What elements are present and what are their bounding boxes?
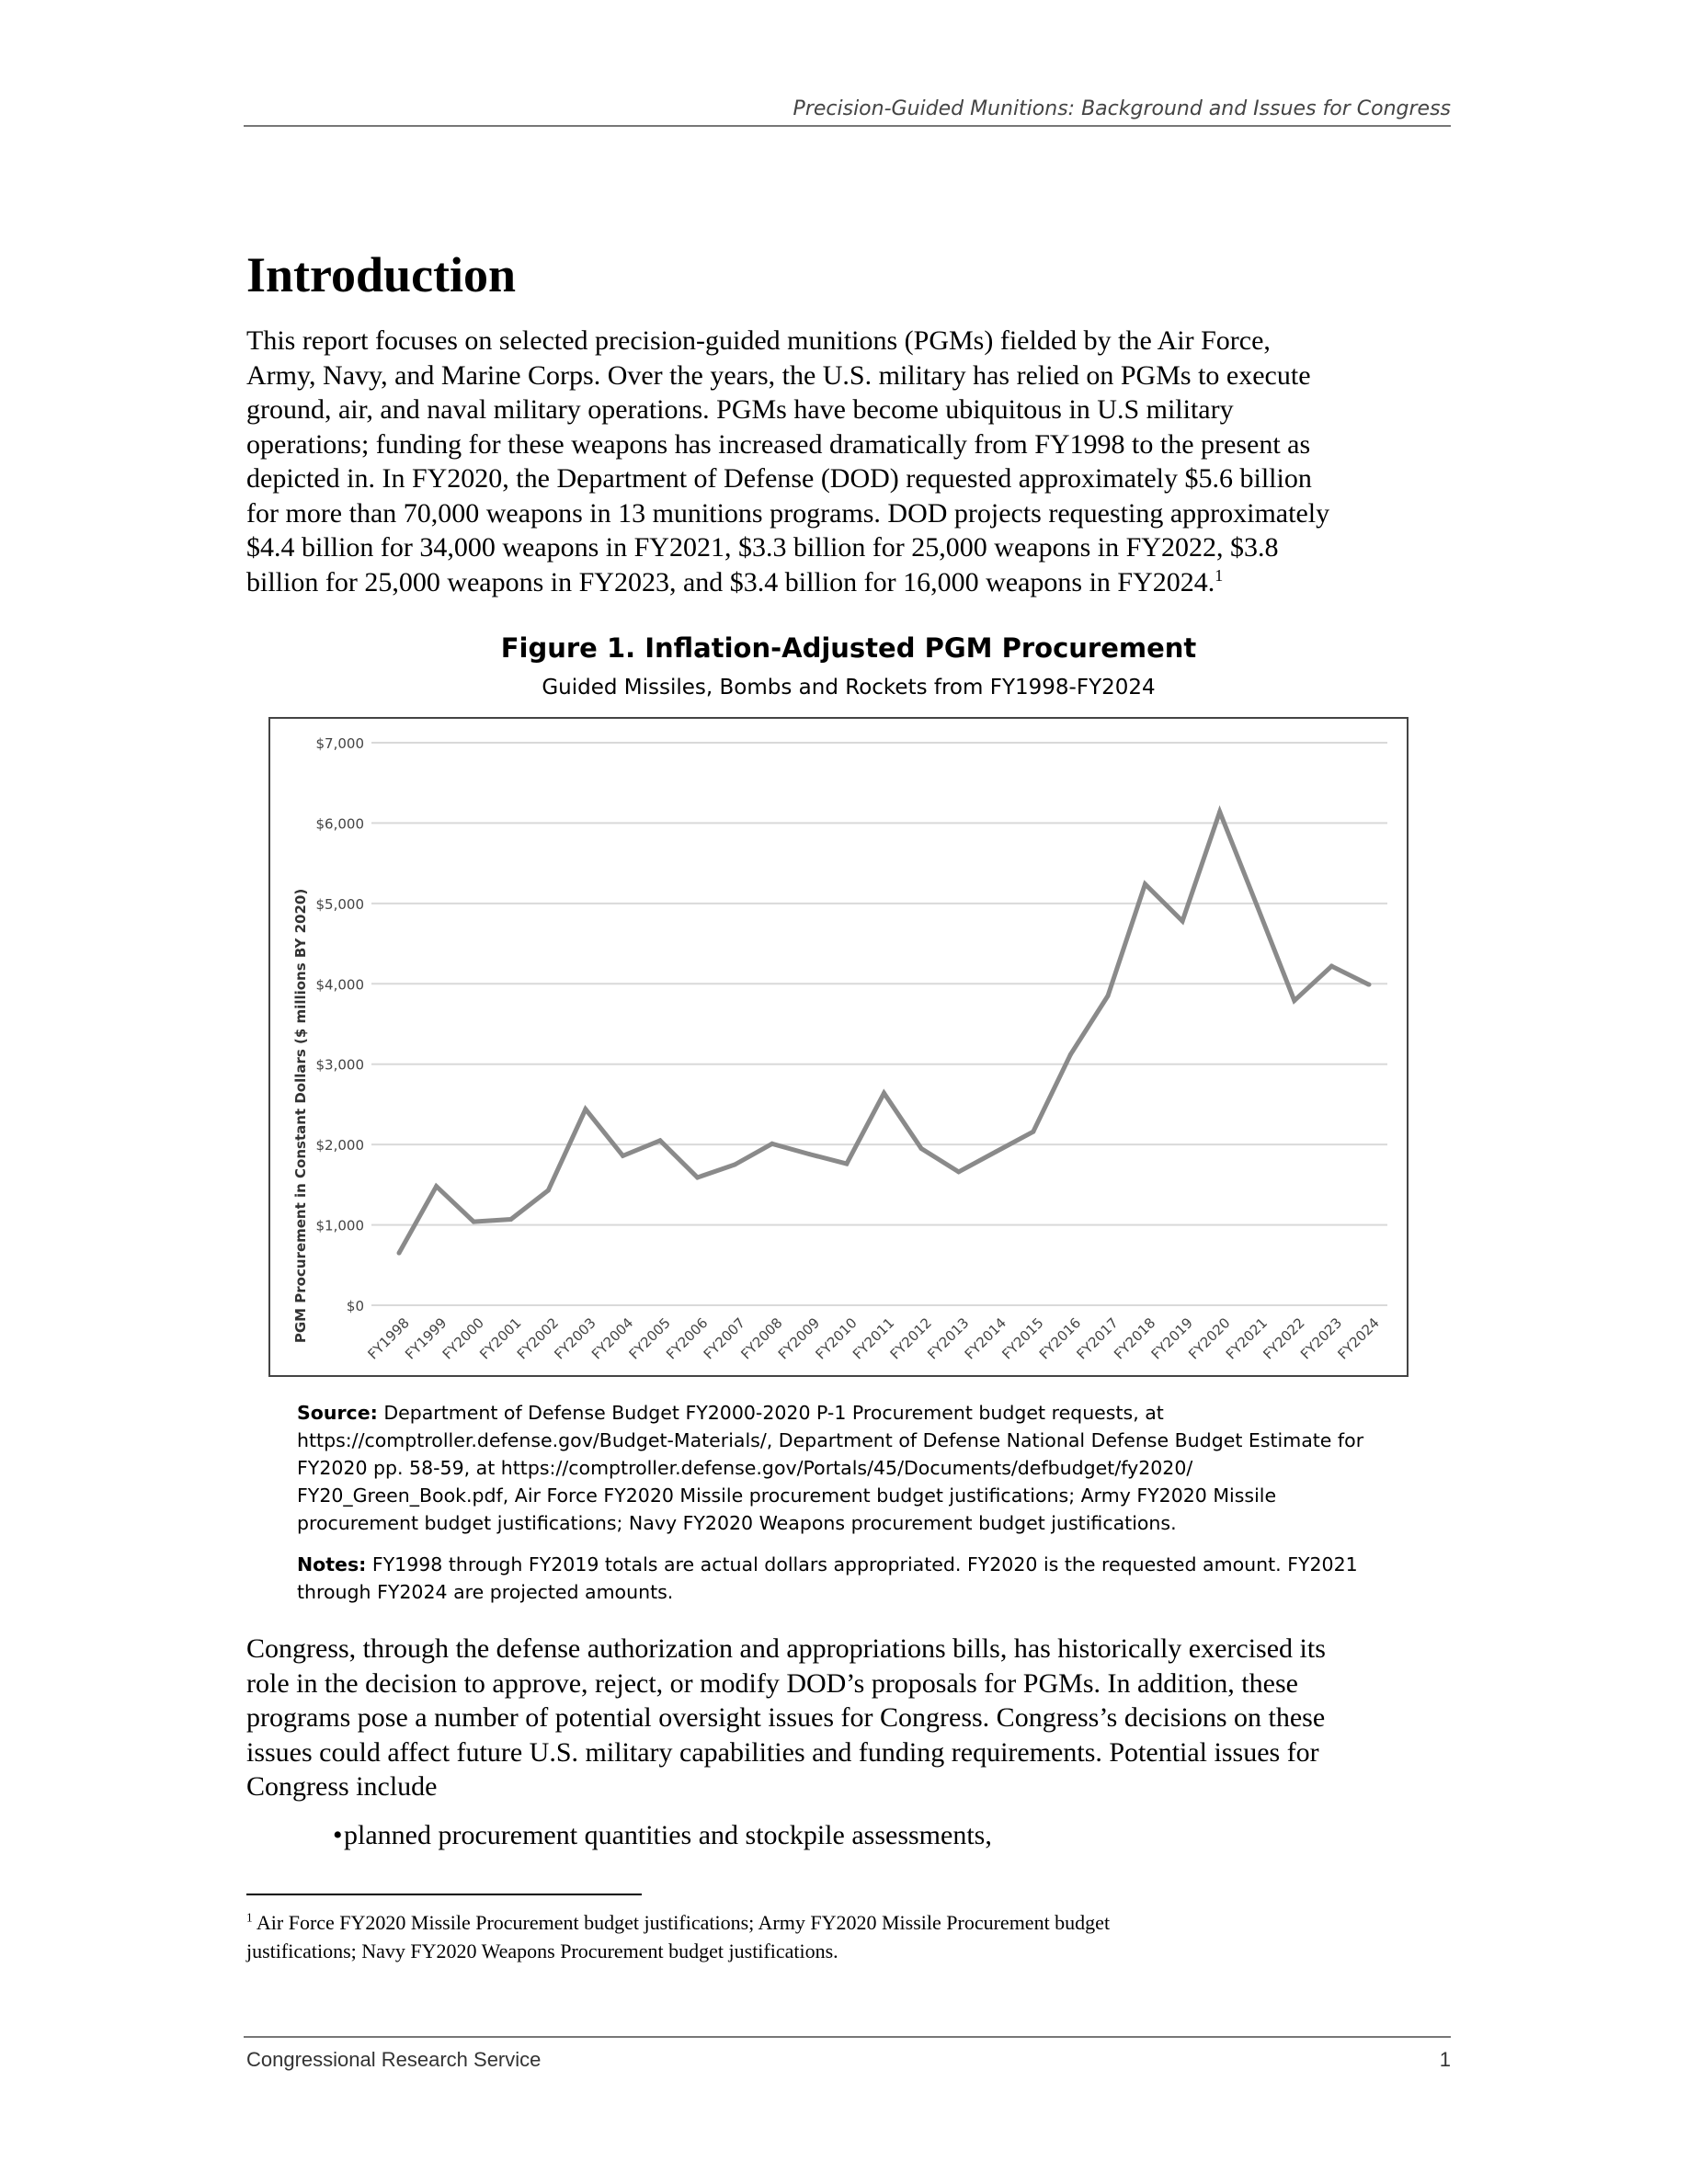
footnote-line: justifications; Navy FY2020 Weapons Procurement budget justifications.	[246, 1939, 838, 1962]
x-tick-label: FY2023	[1296, 1314, 1346, 1363]
paragraph-line: Army, Navy, and Marine Corps. Over the years, the U.S. military has relied on PGMs to execute	[246, 359, 1311, 391]
y-tick-label: $0	[346, 1298, 364, 1314]
x-tick-label: FY2020	[1185, 1314, 1234, 1363]
data-point	[770, 1142, 774, 1146]
notes-text: FY1998 through FY2019 totals are actual dollars appropriated. FY2020 is the requested amount. FY2021	[366, 1553, 1358, 1575]
data-point	[733, 1163, 737, 1167]
source-label: Source:	[297, 1402, 378, 1424]
notes-label: Notes:	[297, 1553, 367, 1575]
y-tick-label: $4,000	[315, 976, 364, 994]
source-line: procurement budget justifications; Navy FY2020 Weapons procurement budget justifications.	[297, 1512, 1177, 1534]
data-point	[1292, 998, 1296, 1003]
chart-frame	[268, 717, 1409, 1377]
data-point	[508, 1217, 513, 1222]
y-tick-label: $7,000	[315, 735, 364, 752]
data-point	[1068, 1052, 1073, 1057]
data-point	[919, 1146, 924, 1151]
notes-line: through FY2024 are projected amounts.	[297, 1581, 674, 1603]
source-line: FY20_Green_Book.pdf, Air Force FY2020 Missile procurement budget justifications; Army FY2020 Missile	[297, 1484, 1277, 1507]
x-tick-label: FY2000	[439, 1314, 487, 1363]
intro-paragraph	[246, 324, 1329, 599]
data-point	[695, 1175, 700, 1179]
x-tick-label: FY2010	[812, 1314, 861, 1363]
y-tick-label: $1,000	[315, 1217, 364, 1234]
x-tick-label: FY2007	[700, 1314, 749, 1363]
source-line: FY2020 pp. 58-59, at https://comptroller.defense.gov/Portals/45/Documents/defbudget/fy2020/	[297, 1457, 1193, 1479]
paragraph-line: Congress include	[246, 1771, 438, 1802]
running-header: Precision-Guided Munitions: Background and Issues for Congress	[793, 97, 1451, 120]
data-point	[1329, 964, 1334, 969]
x-tick-label: FY2002	[513, 1314, 563, 1363]
x-tick-label: FY2024	[1334, 1314, 1383, 1363]
line-chart	[270, 719, 1407, 1375]
series-line	[399, 812, 1369, 1253]
figure-subtitle: Guided Missiles, Bombs and Rockets from FY1998-FY2024	[542, 676, 1156, 700]
paragraph-line: This report focuses on selected precision-guided munitions (PGMs) fielded by the Air Force,	[246, 325, 1271, 356]
data-point	[956, 1169, 961, 1174]
data-point	[807, 1152, 812, 1156]
x-tick-label: FY2005	[625, 1314, 674, 1363]
y-tick-label: $5,000	[315, 895, 364, 913]
data-point	[844, 1162, 849, 1166]
figure-source	[297, 1399, 1363, 1537]
data-point	[994, 1150, 998, 1155]
x-tick-label: FY2016	[1035, 1314, 1085, 1363]
x-tick-label: FY2003	[551, 1314, 599, 1363]
x-tick-label: FY2011	[850, 1314, 898, 1363]
data-point	[1217, 810, 1222, 814]
x-tick-label: FY2004	[587, 1314, 637, 1363]
paragraph-line: ground, air, and naval military operations. PGMs have become ubiquitous in U.S military	[246, 394, 1234, 425]
footer-org: Congressional Research Service	[246, 2048, 542, 2071]
footnote-reference[interactable]: 1	[1215, 565, 1224, 585]
paragraph-line: programs pose a number of potential oversight issues for Congress. Congress’s decisions on these	[246, 1702, 1326, 1733]
x-tick-label: FY2021	[1222, 1314, 1272, 1363]
x-tick-label: FY2001	[476, 1314, 525, 1363]
data-point	[1031, 1130, 1035, 1134]
y-tick-label: $6,000	[315, 815, 364, 833]
data-point	[658, 1138, 663, 1143]
data-point	[583, 1107, 587, 1111]
data-point	[1367, 983, 1372, 987]
data-point	[1105, 994, 1110, 998]
figure-notes	[297, 1551, 1358, 1606]
paragraph-line: for more than 70,000 weapons in 13 munitions programs. DOD projects requesting approximately	[246, 497, 1330, 529]
x-tick-label: FY2018	[1111, 1314, 1159, 1363]
paragraph-text: billion for 25,000 weapons in FY2023, and $3.4 billion for 16,000 weapons in FY2024.	[246, 566, 1215, 597]
footnote	[246, 1908, 1110, 1965]
x-tick-label: FY2022	[1260, 1314, 1308, 1363]
x-tick-label: FY2015	[998, 1314, 1047, 1363]
figure-title: Figure 1. Inflation-Adjusted PGM Procurement	[500, 632, 1197, 664]
x-tick-label: FY2006	[663, 1314, 712, 1363]
x-tick-label: FY1999	[402, 1314, 451, 1363]
data-point	[882, 1091, 886, 1096]
data-point	[397, 1251, 402, 1256]
source-line: https://comptroller.defense.gov/Budget-Materials/, Department of Defense National Defense Budget Estimate for	[297, 1429, 1364, 1451]
x-tick-label: FY2014	[961, 1314, 1010, 1363]
data-point	[1143, 882, 1147, 886]
y-tick-label: $2,000	[315, 1137, 364, 1155]
second-paragraph	[246, 1632, 1326, 1804]
footnote-text: Air Force FY2020 Missile Procurement budget justifications; Army FY2020 Missile Procurement budget	[252, 1911, 1111, 1934]
footer-rule	[244, 2036, 1451, 2038]
y-axis-title: PGM Procurement in Constant Dollars ($ millions BY 2020)	[292, 888, 309, 1344]
data-point	[1180, 919, 1185, 924]
x-tick-label: FY2009	[774, 1314, 824, 1363]
page-number: 1	[1439, 2048, 1451, 2071]
footnote-number: 1	[246, 1910, 253, 1925]
paragraph-line-last	[246, 565, 1329, 600]
x-tick-label: FY2008	[737, 1314, 786, 1363]
bullet-item: planned procurement quantities and stockpile assessments,	[344, 1820, 992, 1850]
data-point	[621, 1154, 625, 1158]
x-tick-label: FY2013	[924, 1314, 973, 1363]
paragraph-line: $4.4 billion for 34,000 weapons in FY2021, $3.3 billion for 25,000 weapons in FY2022, $3.8	[246, 532, 1279, 563]
x-tick-label: FY2012	[886, 1314, 935, 1363]
x-tick-label: FY2019	[1147, 1314, 1196, 1363]
paragraph-line: Congress, through the defense authorization and appropriations bills, has historically exercised its	[246, 1633, 1326, 1664]
paragraph-line: depicted in. In FY2020, the Department of Defense (DOD) requested approximately $5.6 billion	[246, 463, 1312, 494]
bullet-glyph: •	[333, 1820, 343, 1850]
paragraph-line: issues could affect future U.S. military capabilities and funding requirements. Potential issues for	[246, 1736, 1319, 1768]
data-point	[1255, 904, 1260, 908]
x-tick-label: FY2017	[1073, 1314, 1122, 1363]
section-heading: Introduction	[246, 247, 517, 302]
data-point	[434, 1184, 439, 1189]
footnote-rule	[246, 1894, 642, 1895]
x-tick-label: FY1998	[364, 1314, 413, 1363]
data-point	[546, 1188, 551, 1192]
source-text: Department of Defense Budget FY2000-2020 P-1 Procurement budget requests, at	[377, 1402, 1164, 1424]
data-point	[472, 1220, 476, 1224]
y-tick-label: $3,000	[315, 1056, 364, 1074]
paragraph-line: role in the decision to approve, reject, or modify DOD’s proposals for PGMs. In addition, these	[246, 1667, 1298, 1699]
paragraph-line: operations; funding for these weapons has increased dramatically from FY1998 to the present as	[246, 428, 1311, 460]
header-rule	[244, 125, 1451, 127]
